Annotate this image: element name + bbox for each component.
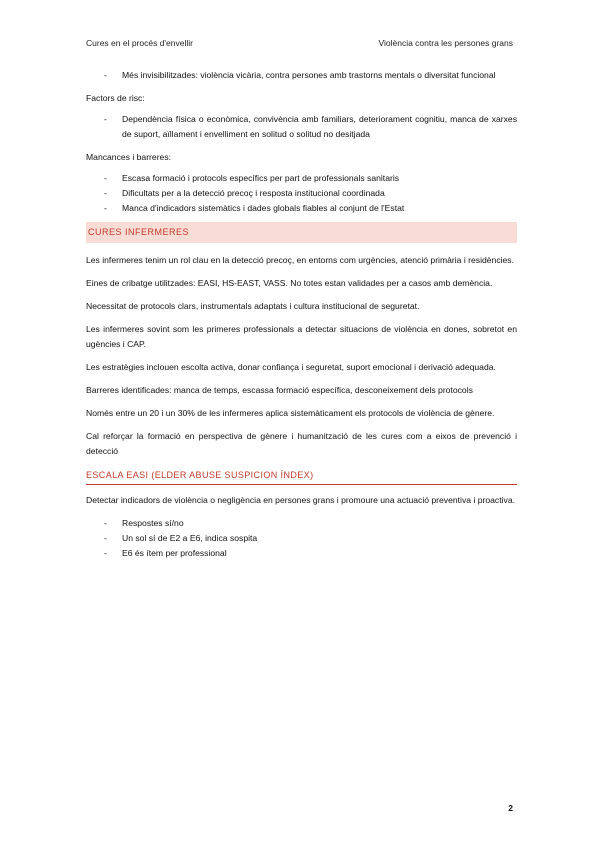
risk-factors-title: Factors de risc: [86,93,145,103]
list-item-text: Dificultats per a la detecció precoç i resposta institucional coordinada [122,188,385,198]
paragraph: Les infermeres tenim un rol clau en la detecció precoç, en entorns com urgències, atenció primària i residències. [86,255,514,265]
list-item [86,531,517,546]
paragraph: Barreres identificades: manca de temps, escassa formació específica, desconeixement dels protocols [86,385,473,395]
list-item [86,68,517,83]
bullet-dash: - [104,548,107,558]
paragraph: Les infermeres sovint som les primeres professionals a detectar situacions de violència en dones, sobretot en ugències i CAP. [86,324,517,349]
bullet-dash: - [104,203,107,213]
section-heading-easi: ESCALA EASI (ELDER ABUSE SUSPICION ÍNDEX) [86,467,517,485]
list-item-text: Escasa formació i protocols específics per part de professionals sanitaris [122,173,400,183]
page-number: 2 [508,803,513,813]
bullet-dash: - [104,114,107,124]
bullet-dash: - [104,533,107,543]
barriers-title: Mancances i barreres: [86,152,172,162]
header-right: Violència contra les persones grans [378,38,513,48]
header-left: Cures en el procés d'envellir [86,38,193,48]
list-item [86,112,517,142]
bullet-dash: - [104,70,107,80]
bullet-dash: - [104,518,107,528]
paragraph: Cal reforçar la formació en perspectiva de gènere i humanització de les cures com a eixos de prevenció i detecció [86,431,517,456]
list-item-text: Un sol sí de E2 a E6, indica sospita [122,533,258,543]
list-item-text: E6 és ítem per professional [122,548,227,558]
paragraph: Eines de cribatge utilitzades: EASI, HS-EAST, VASS. No totes estan validades per a casos amb demència. [86,278,493,288]
list-item [86,171,517,186]
list-item [86,186,517,201]
paragraph: Les estratègies inclouen escolta activa, donar confiança i seguretat, suport emocional i derivació adequada. [86,362,496,372]
list-item-text: Més invisibilitzades: violència vicària, contra persones amb trastorns mentals o diversitat funcional [122,70,496,80]
section-heading-nursing: CURES INFERMERES [86,222,517,243]
paragraph: Necessitat de protocols clars, instrumentals adaptats i cultura institucional de seguretat. [86,301,420,311]
paragraph: Detectar indicadors de violència o negligència en persones grans i promoure una actuació preventiva i proactiva. [86,495,515,505]
list-item [86,516,517,531]
page-content [86,68,517,561]
paragraph: Només entre un 20 i un 30% de les infermeres aplica sistemàticament els protocols de violència de gènere. [86,408,495,418]
list-item [86,546,517,561]
bullet-dash: - [104,188,107,198]
list-item-text: Dependència física o econòmica, convivència amb familiars, deteriorament cognitiu, manca de xarxes de suport, aïllament i envelliment en solitud o solitud no desitjada [122,114,517,139]
list-item [86,201,517,216]
list-item-text: Manca d'indicadors sistemàtics i dades globals fiables al conjunt de l'Estat [122,203,405,213]
bullet-dash: - [104,173,107,183]
list-item-text: Respostes sí/no [122,518,184,528]
